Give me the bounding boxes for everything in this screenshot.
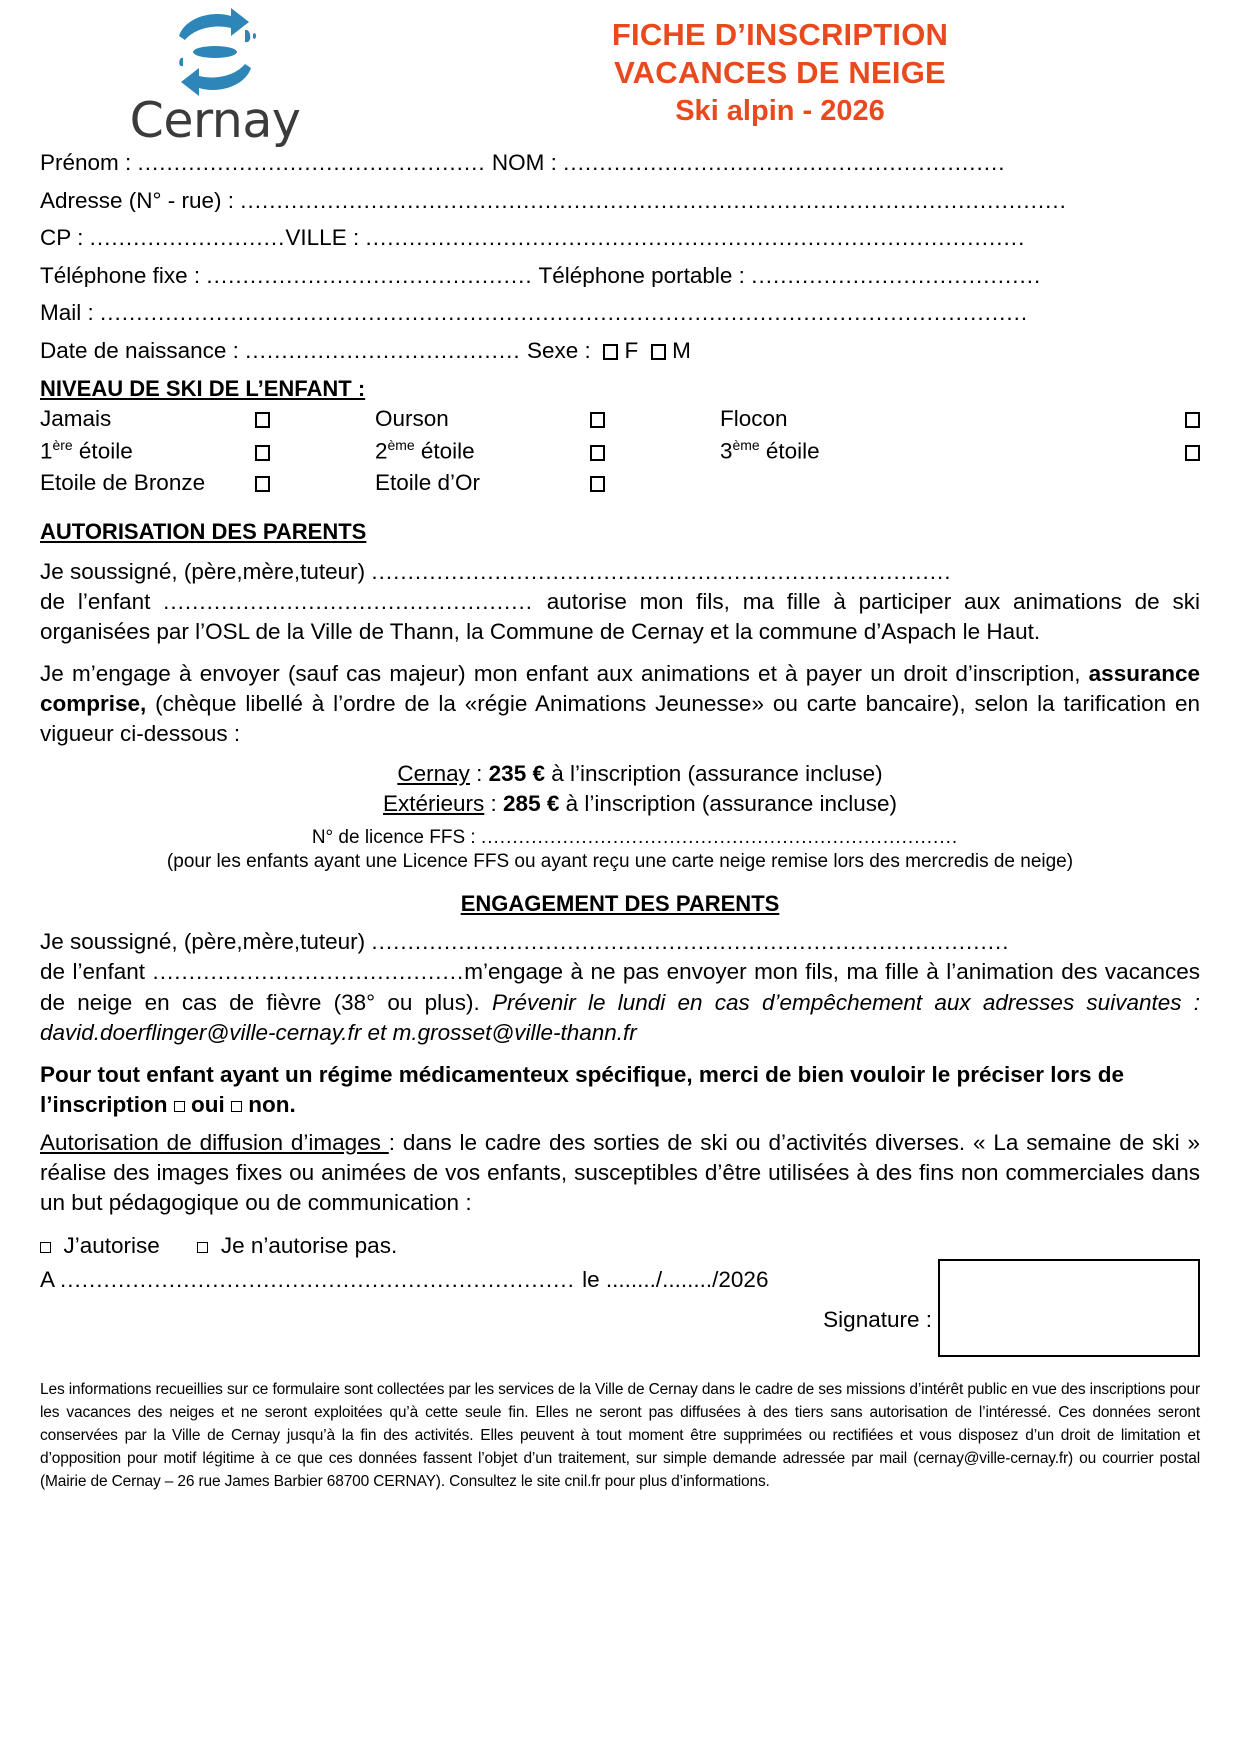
ski-level-label-jamais: Jamais <box>40 406 112 431</box>
adresse-input[interactable]: .................................................................................................................. <box>240 189 1067 212</box>
etoile2-sup: ème <box>387 437 415 453</box>
etoile1-num: 1 <box>40 438 53 464</box>
cernay-logo-wordmark: Cernay <box>129 92 301 149</box>
telephone-portable-label: Téléphone portable : <box>538 264 752 287</box>
ffs-licence-note: (pour les enfants ayant une Licence FFS ou ayant reçu une carte neige remise lors des mercredis de neige) <box>166 851 1074 873</box>
authorization-enfant-label: de l’enfant <box>40 588 164 614</box>
ski-level-empty-cell <box>720 470 1010 501</box>
price-cernay-label: Cernay <box>397 761 470 787</box>
authorization-soussigne-input[interactable]: ................................................................................ <box>371 558 952 584</box>
form-header <box>40 0 1200 152</box>
telephone-fixe-label: Téléphone fixe : <box>40 264 207 287</box>
checkbox-ourson[interactable] <box>590 412 605 428</box>
ski-level-empty-cell <box>1010 470 1200 501</box>
ski-level-label-etoile-or: Etoile d’Or <box>375 469 481 495</box>
image-rights-options <box>40 1231 1200 1261</box>
ville-label: VILLE : <box>285 227 366 250</box>
price-cernay-tail: à l’inscription (assurance incluse) <box>544 761 883 787</box>
signature-box[interactable] <box>938 1259 1200 1357</box>
prenom-input[interactable]: ................................................ <box>137 152 486 175</box>
date-naissance-label: Date de naissance : <box>40 339 246 362</box>
engagement-enfant-text: m’engage à ne pas envoyer mon fils, ma fille à l’animation des vacances de neige en cas de fièvre (38° ou plus). <box>40 959 1200 1015</box>
place-label: A <box>40 1266 61 1292</box>
identity-fields <box>40 152 1200 362</box>
authorization-child-paragraph <box>40 587 1200 647</box>
engagement-heading: ENGAGEMENT DES PARENTS <box>460 891 780 917</box>
ski-level-checkbox-cell <box>590 470 720 501</box>
field-row-naissance-sexe <box>40 340 1200 363</box>
authorization-payment-paragraph <box>40 659 1200 749</box>
etoile2-num: 2 <box>375 438 388 464</box>
price-row-exterieurs <box>40 791 1200 817</box>
place-input[interactable]: ....................................................................... <box>60 1266 583 1292</box>
ski-level-checkbox-cell <box>255 437 375 470</box>
checkbox-etoile-or[interactable] <box>590 476 605 492</box>
ffs-licence-input[interactable]: ............................................................................ <box>480 827 959 849</box>
price-row-cernay <box>40 761 1200 787</box>
adresse-label: Adresse (N° - rue) : <box>40 189 241 212</box>
checkbox-flocon[interactable] <box>1185 412 1200 428</box>
option-jautorise-label: J’autorise <box>63 1232 160 1258</box>
authorization-soussigne-label: Je soussigné, (père,mère,tuteur) <box>40 558 372 584</box>
date-naissance-input[interactable]: ...................................... <box>245 339 521 362</box>
telephone-fixe-input[interactable]: ............................................. <box>206 264 533 287</box>
sexe-label: Sexe : <box>526 339 597 362</box>
ffs-licence-row <box>40 827 1200 849</box>
mail-label: Mail : <box>40 302 101 325</box>
sexe-m-label: M <box>672 339 691 362</box>
field-row-adresse <box>40 190 1200 213</box>
price-cernay-sep: : <box>469 761 489 787</box>
field-row-mail <box>40 302 1200 325</box>
checkbox-jamais[interactable] <box>255 412 270 428</box>
ski-level-checkbox-cell <box>590 437 720 470</box>
ski-level-row <box>40 406 1200 437</box>
authorization-enfant-input[interactable]: ................................................... <box>163 588 547 614</box>
ski-level-checkbox-cell <box>1010 437 1200 470</box>
price-cernay-amount: 235 € <box>488 761 545 787</box>
nom-label: NOM : <box>491 152 564 175</box>
ski-level-row <box>40 437 1200 470</box>
telephone-portable-input[interactable]: ........................................ <box>751 264 1042 287</box>
etoile3-tail: étoile <box>759 438 820 464</box>
cernay-logo <box>100 6 330 149</box>
checkbox-sexe-f[interactable] <box>603 344 618 360</box>
engagement-section <box>40 891 1200 1352</box>
price-exterieurs-sep: : <box>484 791 504 817</box>
medical-notice-text: Pour tout enfant ayant un régime médicamenteux spécifique, merci de bien vouloir le préciser lors de l’inscription <box>40 1061 1125 1118</box>
field-row-cp-ville <box>40 227 1200 250</box>
image-rights-paragraph <box>40 1128 1200 1218</box>
ski-level-section <box>40 372 1200 501</box>
authorization-section <box>40 515 1200 874</box>
authorization-heading: AUTORISATION DES PARENTS <box>40 518 367 544</box>
engagement-enfant-label: de l’enfant <box>40 959 153 985</box>
ski-level-checkbox-cell <box>1010 406 1200 437</box>
payment-text-a: Je m’engage à envoyer (sauf cas majeur) mon enfant aux animations et à payer un droit d’inscription, <box>40 660 1089 686</box>
authorization-signatory-line <box>40 557 1200 587</box>
etoile1-tail: étoile <box>72 438 133 464</box>
field-row-telephones <box>40 265 1200 288</box>
engagement-child-paragraph <box>40 957 1200 1047</box>
signature-row <box>40 1267 1200 1353</box>
ski-level-label-2eme-etoile <box>375 437 590 470</box>
signature-label: Signature : <box>823 1306 932 1332</box>
ski-level-checkbox-cell <box>255 470 375 501</box>
ski-level-heading: NIVEAU DE SKI DE L’ENFANT : <box>40 376 366 401</box>
medical-non-label: non. <box>242 1092 296 1118</box>
checkbox-1ere-etoile[interactable] <box>255 445 270 461</box>
checkbox-2eme-etoile[interactable] <box>590 445 605 461</box>
etoile2-tail: étoile <box>414 438 475 464</box>
date-signature-input[interactable]: le ......../......../2026 <box>582 1266 769 1292</box>
mail-input[interactable]: ................................................................................................................................ <box>100 302 1029 325</box>
engagement-contact-italic: Prévenir le lundi en cas d’empêchement aux adresses suivantes : david.doerflinger@ville-cernay.fr et m.grosset@ville-thann.fr <box>40 989 1200 1045</box>
payment-text-b: (chèque libellé à l’ordre de la «régie Animations Jeunesse» ou carte bancaire), selon la tarification en vigueur ci-dessous : <box>40 691 1200 747</box>
image-rights-text: : dans le cadre des sorties de ski ou d’activités diverses. « La semaine de ski » réalise des images fixes ou animées de vos enfants, susceptibles d’être utilisées à des fins non commerciales dans un but pédagogique ou de communication : <box>40 1130 1200 1216</box>
checkbox-medical-non[interactable] <box>231 1101 242 1112</box>
cernay-swoosh-logo-icon <box>159 6 271 98</box>
ski-level-label-etoile-bronze: Etoile de Bronze <box>40 469 206 495</box>
engagement-signatory-line <box>40 927 1200 957</box>
title-line-3: Ski alpin - 2026 <box>675 94 885 127</box>
engagement-soussigne-input[interactable]: ........................................................................................ <box>371 929 1010 955</box>
ski-level-row <box>40 470 1200 501</box>
form-title <box>370 16 1190 129</box>
price-exterieurs-tail: à l’inscription (assurance incluse) <box>559 791 898 817</box>
ski-level-grid <box>40 406 1200 501</box>
price-exterieurs-amount: 285 € <box>503 791 560 817</box>
etoile1-sup: ère <box>52 437 73 453</box>
ski-level-label-3eme-etoile <box>720 437 1010 470</box>
checkbox-je-nautorise-pas[interactable] <box>197 1242 208 1253</box>
prenom-label: Prénom : <box>40 152 138 175</box>
ville-input[interactable]: ........................................................................................... <box>365 227 1026 250</box>
payment-assurance-bold: assurance comprise, <box>40 660 1200 717</box>
checkbox-sexe-m[interactable] <box>651 344 666 360</box>
price-exterieurs-label: Extérieurs <box>382 791 485 817</box>
authorization-enfant-text: autorise mon fils, ma fille à participer aux animations de ski organisées par l’OSL de la Ville de Thann, la Commune de Cernay et la commune d’Aspach le Haut. <box>40 588 1200 644</box>
ski-level-label-1ere-etoile <box>40 437 255 470</box>
ski-level-checkbox-cell <box>590 406 720 437</box>
ski-level-checkbox-cell <box>255 406 375 437</box>
option-je-nautorise-pas-label: Je n’autorise pas. <box>220 1232 398 1258</box>
ffs-licence-label: N° de licence FFS : <box>311 827 481 849</box>
field-row-prenom-nom <box>40 152 1200 175</box>
checkbox-3eme-etoile[interactable] <box>1185 445 1200 461</box>
checkbox-medical-oui[interactable] <box>174 1101 185 1112</box>
checkbox-etoile-bronze[interactable] <box>255 476 270 492</box>
etoile3-num: 3 <box>720 438 733 464</box>
nom-input[interactable]: ............................................................. <box>563 152 1006 175</box>
cp-input[interactable]: ........................... <box>89 227 286 250</box>
legal-notice: Les informations recueillies sur ce formulaire sont collectées par les services de la Ville de Cernay dans le cadre de ses missions d’intérêt public en vue des inscriptions pour les vacances des neiges et ne seront exploitées qu’à cette seule fin. Elles ne seront pas diffusées à des tiers sans autorisation de l’intéressé. Ces données seront conservées par la Ville de Cernay jusqu’à la fin des activités. Elles peuvent à tout moment être supprimées ou rectifiées et vous disposez d’un droit de limitation et d’opposition pour motif légitime à ce que ces données fassent l’objet d’un traitement, sur simple demande adressée par mail (cernay@ville-cernay.fr) ou courrier postal (Mairie de Cernay – 26 rue James Barbier 68700 CERNAY). Consultez le site cnil.fr pour plus d’informations. <box>40 1380 1200 1490</box>
checkbox-jautorise[interactable] <box>40 1242 51 1253</box>
ski-level-label-flocon: Flocon <box>720 406 788 431</box>
image-rights-label: Autorisation de diffusion d’images <box>40 1130 389 1156</box>
title-line-1: FICHE D’INSCRIPTION <box>611 17 949 52</box>
etoile3-sup: ème <box>732 437 760 453</box>
medical-oui-label: oui <box>184 1092 232 1118</box>
engagement-soussigne-label: Je soussigné, (père,mère,tuteur) <box>40 929 372 955</box>
title-line-2: VACANCES DE NEIGE <box>614 54 946 90</box>
medical-notice-paragraph <box>40 1060 1200 1120</box>
cp-label: CP : <box>40 227 90 250</box>
sexe-f-label: F <box>624 339 639 362</box>
ski-level-label-ourson: Ourson <box>375 406 449 431</box>
engagement-enfant-input[interactable]: ........................................... <box>152 959 465 985</box>
